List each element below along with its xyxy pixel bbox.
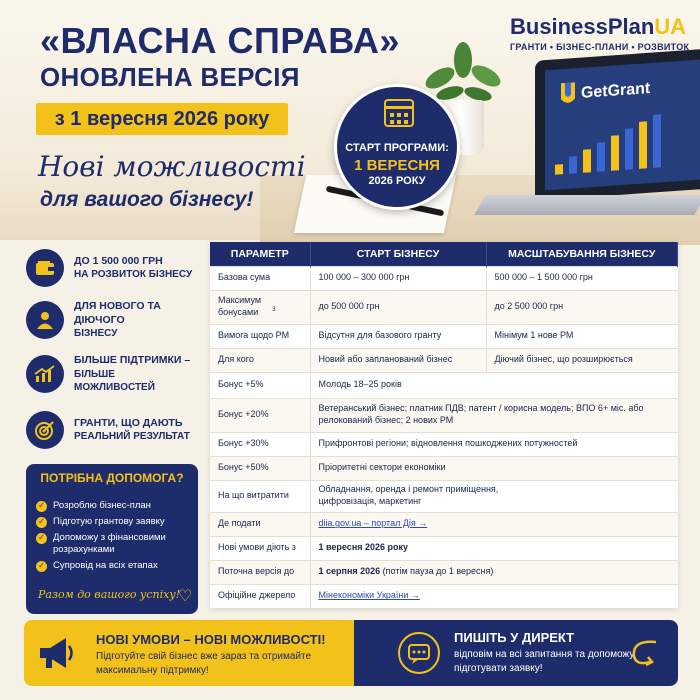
table-cell-start: 100 000 – 300 000 грн: [310, 266, 486, 290]
table-cell-param: Бонус +30%: [210, 432, 310, 456]
comparison-table: [210, 242, 678, 608]
table-cell-param: Бонус +20%: [210, 398, 310, 432]
table-row: [210, 290, 678, 324]
help-signoff: Разом до вашого успіху!: [38, 588, 181, 601]
check-icon: ✓: [36, 561, 47, 572]
table-cell-start: Новий або запланований бізнес: [310, 348, 486, 372]
help-item: [36, 500, 151, 512]
person-icon: [26, 301, 64, 339]
footnote-marker: 3: [272, 307, 276, 313]
table-row: [210, 584, 678, 608]
calendar-icon: [384, 99, 414, 127]
table-row: [210, 372, 678, 398]
banner-left: [24, 620, 354, 686]
table-cell-param: Для кого: [210, 348, 310, 372]
help-box: [26, 464, 198, 614]
table-cell-param: Поточна версія до: [210, 560, 310, 584]
feature-results: [26, 408, 196, 452]
table-cell-scale: Діючий бізнес, що розширюється: [486, 348, 678, 372]
help-title: ПОТРІБНА ДОПОМОГА?: [40, 471, 184, 485]
help-item: [36, 532, 188, 557]
help-item-text: Супровід на всіх етапах: [53, 560, 158, 571]
table-cell-start: до 500 000 грн: [310, 290, 486, 324]
table-cell-param: [210, 290, 310, 324]
feature-line1: БІЛЬШЕ ПІДТРИМКИ –: [74, 354, 191, 367]
brand-accent: UA: [654, 14, 687, 39]
help-item-text: Розроблю бізнес-план: [53, 500, 151, 511]
table-cell-param: Нові умови діють з: [210, 536, 310, 560]
banner-left-text: Підготуйте свій бізнес вже зараз та отримайте максимальну підтримку!: [96, 651, 312, 676]
table-header-row: [210, 242, 678, 266]
page-subtitle: ОНОВЛЕНА ВЕРСІЯ: [40, 62, 300, 92]
table-row: [210, 480, 678, 512]
table-cell-merged: [310, 584, 678, 608]
current-version-date: 1 серпня 2026: [318, 566, 381, 577]
laptop-base: [474, 195, 700, 215]
table-row: [210, 560, 678, 584]
table-row: [210, 536, 678, 560]
feature-funding: [26, 246, 196, 290]
feature-line2: НА РОЗВИТОК БІЗНЕСУ: [74, 269, 193, 281]
table-cell-param: Офіційне джерело: [210, 584, 310, 608]
megaphone-icon: [36, 634, 76, 672]
feature-line1: ДЛЯ НОВОГО ТА ДІЮЧОГО: [74, 300, 161, 327]
table-cell-merged: Ветеранський бізнес; платник ПДВ; патент / корисна модель; ВПО 6+ міс. або релокований бізнес; 2 нових РМ: [310, 398, 678, 432]
arrow-icon: [626, 636, 662, 670]
wallet-icon: [26, 249, 64, 287]
table-cell-scale: 500 000 – 1 500 000 грн: [486, 266, 678, 290]
table-cell-param: Бонус +50%: [210, 456, 310, 480]
growth-chart-icon: [26, 355, 64, 393]
banner-right-title: ПИШІТЬ У ДИРЕКТ: [454, 630, 575, 645]
start-badge: [334, 84, 460, 210]
table-cell-param: На що витратити: [210, 480, 310, 512]
table-cell-merged: 1 вересня 2026 року: [310, 536, 678, 560]
help-item-text: Підготую грантову заявку: [53, 516, 165, 527]
banner-left-title: НОВІ УМОВИ – НОВІ МОЖЛИВОСТІ!: [96, 632, 326, 647]
help-item: [36, 516, 165, 528]
table-cell-scale: до 2 500 000 грн: [486, 290, 678, 324]
table-row: [210, 348, 678, 372]
table-cell-param: Бонус +5%: [210, 372, 310, 398]
table-row: [210, 266, 678, 290]
bold-subtitle: для вашого бізнесу!: [40, 188, 254, 211]
table-row: [210, 432, 678, 456]
date-pill: з 1 вересня 2026 року: [36, 103, 288, 135]
brand-name: BusinessPlan: [510, 14, 655, 39]
start-badge-year: 2026 РОКУ: [368, 175, 426, 187]
diia-link[interactable]: diia.gov.ua – портал Дія →: [318, 518, 428, 529]
check-icon: ✓: [36, 533, 47, 544]
feature-line2: РЕАЛЬНИЙ РЕЗУЛЬТАТ: [74, 431, 190, 443]
feature-support: [26, 352, 196, 396]
table-cell-scale: Мінімум 1 нове РМ: [486, 324, 678, 348]
table-row: [210, 324, 678, 348]
check-icon: ✓: [36, 501, 47, 512]
heart-icon: ♡: [178, 588, 193, 605]
banner-right: [354, 620, 678, 686]
table-header: МАСШТАБУВАННЯ БІЗНЕСУ: [486, 242, 678, 266]
check-icon: ✓: [36, 517, 47, 528]
page-title: «ВЛАСНА СПРАВА»: [40, 20, 400, 61]
laptop-screen-graphic: [545, 60, 700, 191]
brand-tagline: ГРАНТИ • БІЗНЕС-ПЛАНИ • РОЗВИТОК: [510, 42, 690, 52]
script-subtitle: Нові можливості: [38, 150, 306, 183]
target-icon: [26, 411, 64, 449]
table-cell-param: Де подати: [210, 512, 310, 536]
table-row: [210, 398, 678, 432]
table-cell-merged: Пріоритетні сектори економіки: [310, 456, 678, 480]
bottom-banner: [24, 620, 678, 686]
table-cell-merged: Прифронтові регіони; відновлення пошкоджених потужностей: [310, 432, 678, 456]
table-header: ПАРАМЕТР: [210, 242, 310, 266]
start-badge-label: СТАРТ ПРОГРАМИ:: [345, 142, 449, 154]
getgrant-logo-text: GetGrant: [581, 80, 651, 102]
feature-audience: [26, 298, 196, 342]
table-cell-merged: Молодь 18–25 років: [310, 372, 678, 398]
feature-line2: БІЗНЕСУ: [74, 328, 118, 340]
current-version-note: (потім пауза до 1 вересня): [380, 566, 494, 577]
help-item-text: Допоможу з фінансовими розрахунками: [53, 532, 166, 556]
table-cell-param: Базова сума: [210, 266, 310, 290]
table-cell-merged: [310, 512, 678, 536]
help-item: [36, 560, 158, 572]
feature-line2: БІЛЬШЕ МОЖЛИВОСТЕЙ: [74, 368, 155, 394]
start-badge-date: 1 ВЕРЕСНЯ: [354, 157, 440, 174]
table-header: СТАРТ БІЗНЕСУ: [310, 242, 486, 266]
table-cell-param: Вимога щодо РМ: [210, 324, 310, 348]
table-cell-param-text: Максимум бонусами: [218, 295, 262, 317]
official-source-link[interactable]: Мінекономіки України →: [318, 590, 420, 601]
feature-line1: ДО 1 500 000 ГРН: [74, 255, 163, 268]
table-cell-merged: Обладнання, оренда і ремонт приміщення, цифровізація, маркетинг: [310, 480, 678, 512]
table-row: [210, 512, 678, 536]
laptop-screen: [545, 60, 700, 191]
table-cell-merged: [310, 560, 678, 584]
table-row: [210, 456, 678, 480]
chat-icon: [398, 632, 440, 674]
brand-logo: [510, 14, 686, 40]
table-cell-start: Відсутня для базового гранту: [310, 324, 486, 348]
feature-line1: ГРАНТИ, ЩО ДАЮТЬ: [74, 417, 183, 430]
banner-right-text: відповім на всі запитання та допоможу підготувати заявку!: [454, 649, 635, 674]
